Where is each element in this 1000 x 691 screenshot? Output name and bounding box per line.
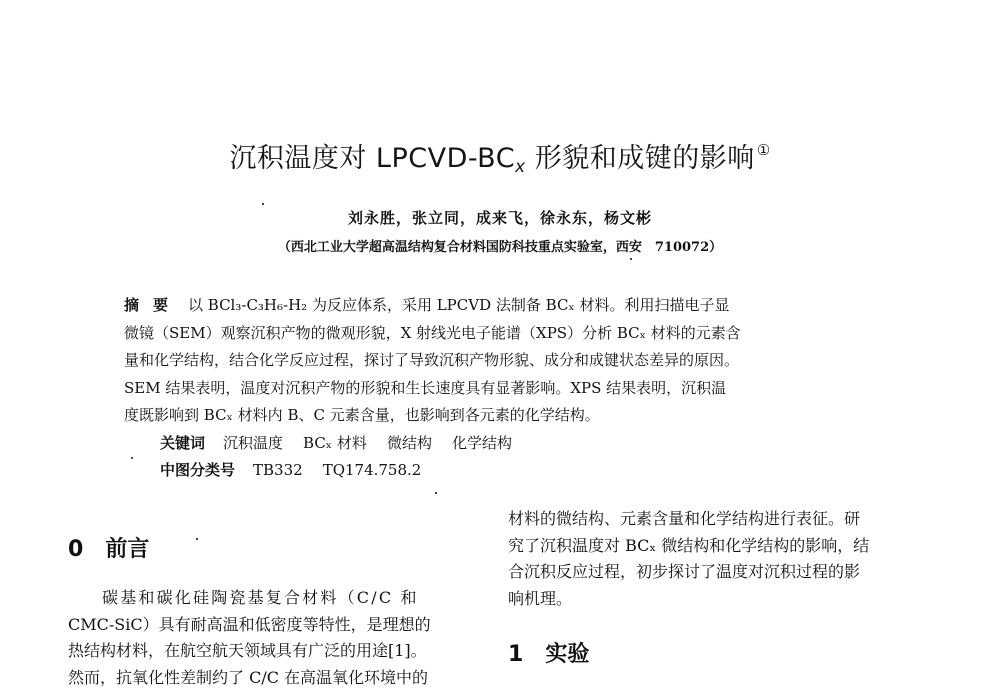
- keywords-line: [124, 430, 886, 458]
- body-line: 然而，抗氧化性差制约了 C/C 在高温氧化环境中的: [68, 665, 476, 691]
- scan-speck: [196, 538, 198, 540]
- section-0-body: [68, 585, 476, 691]
- keyword: 沉积温度: [223, 434, 283, 452]
- section-number: 0: [68, 537, 83, 562]
- scan-speck: [131, 457, 133, 459]
- classification-line: [124, 457, 886, 485]
- keyword: 微结构: [387, 434, 432, 452]
- abstract-line-5: 度既影响到 BCₓ 材料内 B、C 元素含量，也影响到各元素的化学结构。: [124, 402, 886, 430]
- section-heading-0: [68, 532, 149, 563]
- abstract-line-3: 量和化学结构，结合化学反应过程，探讨了导致沉积产物形貌、成分和成键状态差异的原因。: [124, 347, 886, 375]
- body-line: 究了沉积温度对 BCₓ 微结构和化学结构的影响，结: [508, 533, 916, 560]
- section-number: 1: [508, 642, 523, 667]
- paper-title: [0, 136, 1000, 177]
- body-line: 合沉积反应过程，初步探讨了温度对沉积过程的影: [508, 559, 916, 586]
- scan-speck: [630, 258, 632, 260]
- body-line: 响机理。: [508, 586, 916, 613]
- title-subscript: x: [515, 157, 526, 177]
- class-code: TB332: [253, 461, 303, 479]
- author-list: 刘永胜，张立同，成来飞，徐永东，杨文彬: [0, 207, 1000, 228]
- title-rest: 形貌和成键的影响: [526, 143, 755, 174]
- abstract-block: [124, 292, 886, 485]
- keywords-label: 关键词: [160, 434, 205, 452]
- abstract-text: 以 BCl₃-C₃H₆-H₂ 为反应体系，采用 LPCVD 法制备 BCₓ 材料。利用扫描电子显: [188, 296, 730, 314]
- keyword: 化学结构: [452, 434, 512, 452]
- class-code: TQ174.758.2: [323, 461, 422, 479]
- abstract-line-1: [124, 292, 886, 320]
- affiliation: （西北工业大学超高温结构复合材料国防科技重点实验室，西安 710072）: [0, 236, 1000, 255]
- scan-speck: [435, 492, 437, 494]
- body-line: 碳基和碳化硅陶瓷基复合材料（C/C 和: [68, 585, 476, 612]
- section-title: 实验: [545, 642, 589, 667]
- abstract-label: 摘要: [124, 296, 182, 314]
- scan-speck: [262, 203, 264, 205]
- body-line: 材料的微结构、元素含量和化学结构进行表征。研: [508, 506, 916, 533]
- abstract-line-2: 微镜（SEM）观察沉积产物的微观形貌，X 射线光电子能谱（XPS）分析 BCₓ 材料的元素含: [124, 320, 886, 348]
- body-line: 热结构材料，在航空航天领域具有广泛的用途[1]。: [68, 638, 476, 665]
- right-column-body: [508, 506, 916, 612]
- body-line: CMC-SiC）具有耐高温和低密度等特性，是理想的: [68, 612, 476, 639]
- title-main: 沉积温度对 LPCVD-BC: [229, 143, 515, 174]
- section-title: 前言: [105, 537, 149, 562]
- title-footnote-mark: ①: [757, 141, 771, 159]
- abstract-line-4: SEM 结果表明，温度对沉积产物的形貌和生长速度具有显著影响。XPS 结果表明，沉积温: [124, 375, 886, 403]
- classification-label: 中图分类号: [160, 461, 235, 479]
- section-heading-1: [508, 637, 589, 668]
- keyword: BCₓ 材料: [303, 434, 367, 452]
